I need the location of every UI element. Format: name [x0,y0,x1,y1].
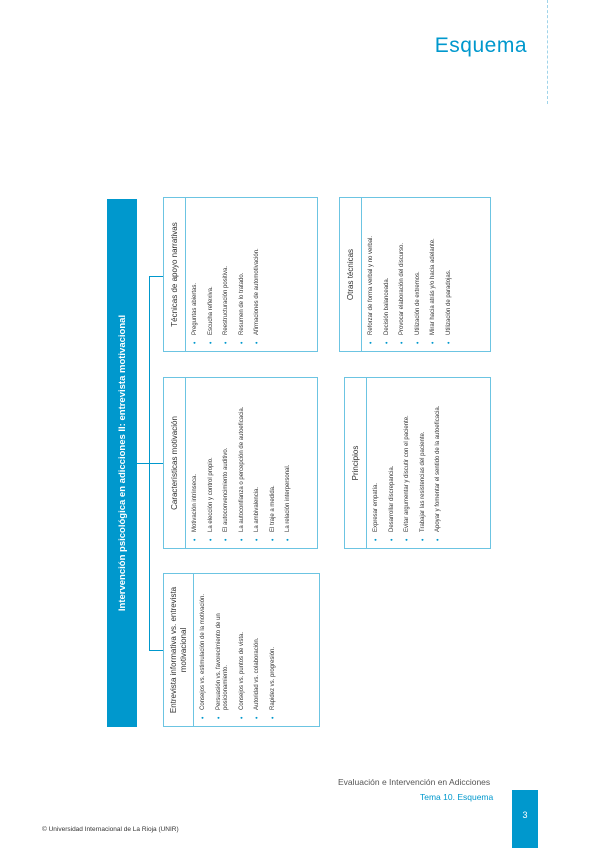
list-item: • Rapidez vs. progresión. [270,580,278,710]
margin-divider [547,0,548,104]
list-item: • Utilización de paradojas. [446,204,454,335]
box-header: Características motivación [164,378,186,548]
box-otras-tecnicas [339,197,491,352]
box-list [186,378,305,548]
box-list [367,378,455,548]
list-item: • La elección y control propio. [208,384,216,532]
connector-center [149,463,163,464]
box-entrevista [163,573,320,727]
concept-diagram [107,199,491,727]
box-principios [344,377,491,549]
list-item: • Expresar empatía. [373,384,381,532]
list-item: • Mirar hacia atrás y/o hacia adelante. [430,204,438,335]
list-item: • Persuasión vs. favorecimiento de un posicionamiento. [216,580,231,710]
diagram-title: Intervención psicológica en adicciones II: entrevista motivacional [107,199,137,727]
list-item: • Autoridad vs. colaboración. [254,580,262,710]
list-item: • Escucha reflexiva. [208,204,216,335]
box-tecnicas-narrativas [163,197,318,352]
list-item: • La relación interpersonal. [285,384,293,532]
box-caracteristicas [163,377,318,549]
box-list [194,574,289,726]
list-item: • La autoconfianza o percepción de autoeficacia. [239,384,247,532]
list-item: • Desarrollar discrepancia. [389,384,397,532]
list-item: • Trabajar las resistencias del paciente. [420,384,428,532]
list-item: • Consejos vs. puntos de vista. [239,580,247,710]
list-item: • Apoyar y fomentar el sentido de la autoeficacia. [435,384,443,532]
box-header: Principios [345,378,367,548]
box-header: Técnicas de apoyo narrativas [164,198,186,351]
connector-right [149,276,163,277]
page-title: Esquema [434,34,527,57]
footer-course: Evaluación e Intervención en Adicciones [338,777,491,787]
box-header: Otras técnicas [340,198,362,351]
list-item: • Decisión balanceada. [384,204,392,335]
list-item: • El traje a medida. [270,384,278,532]
box-header: Entrevista informativa vs. entrevista motivacional [164,574,194,726]
list-item: • Preguntas abiertas. [192,204,200,335]
list-item: • Utilización de extremos. [415,204,423,335]
list-item: • Afirmaciones de automotivación. [254,204,262,335]
connector-left [149,650,163,651]
list-item: • Consejos vs. estimulación de la motivación. [200,580,208,710]
list-item: • El autoconvencimiento auditivo. [223,384,231,532]
box-list [362,198,465,351]
page-number: 3 [512,790,538,848]
connector-branch [149,277,150,651]
list-item: • La ambivalencia. [254,384,262,532]
list-item: • Provocar elaboración del discurso. [399,204,407,335]
list-item: • Resumen de lo tratado. [239,204,247,335]
connector-trunk [137,463,149,464]
footer-topic: Tema 10. Esquema [420,792,494,802]
list-item: • Reestructuración positiva. [223,204,231,335]
footer-copyright: © Universidad Internacional de La Rioja (UNIR) [42,826,179,833]
list-item: • Reforzar de forma verbal y no verbal. [368,204,376,335]
box-list [186,198,274,351]
list-item: • Evitar argumentar y discutir con el paciente. [404,384,412,532]
list-item: • Motivación intrínseca. [192,384,200,532]
